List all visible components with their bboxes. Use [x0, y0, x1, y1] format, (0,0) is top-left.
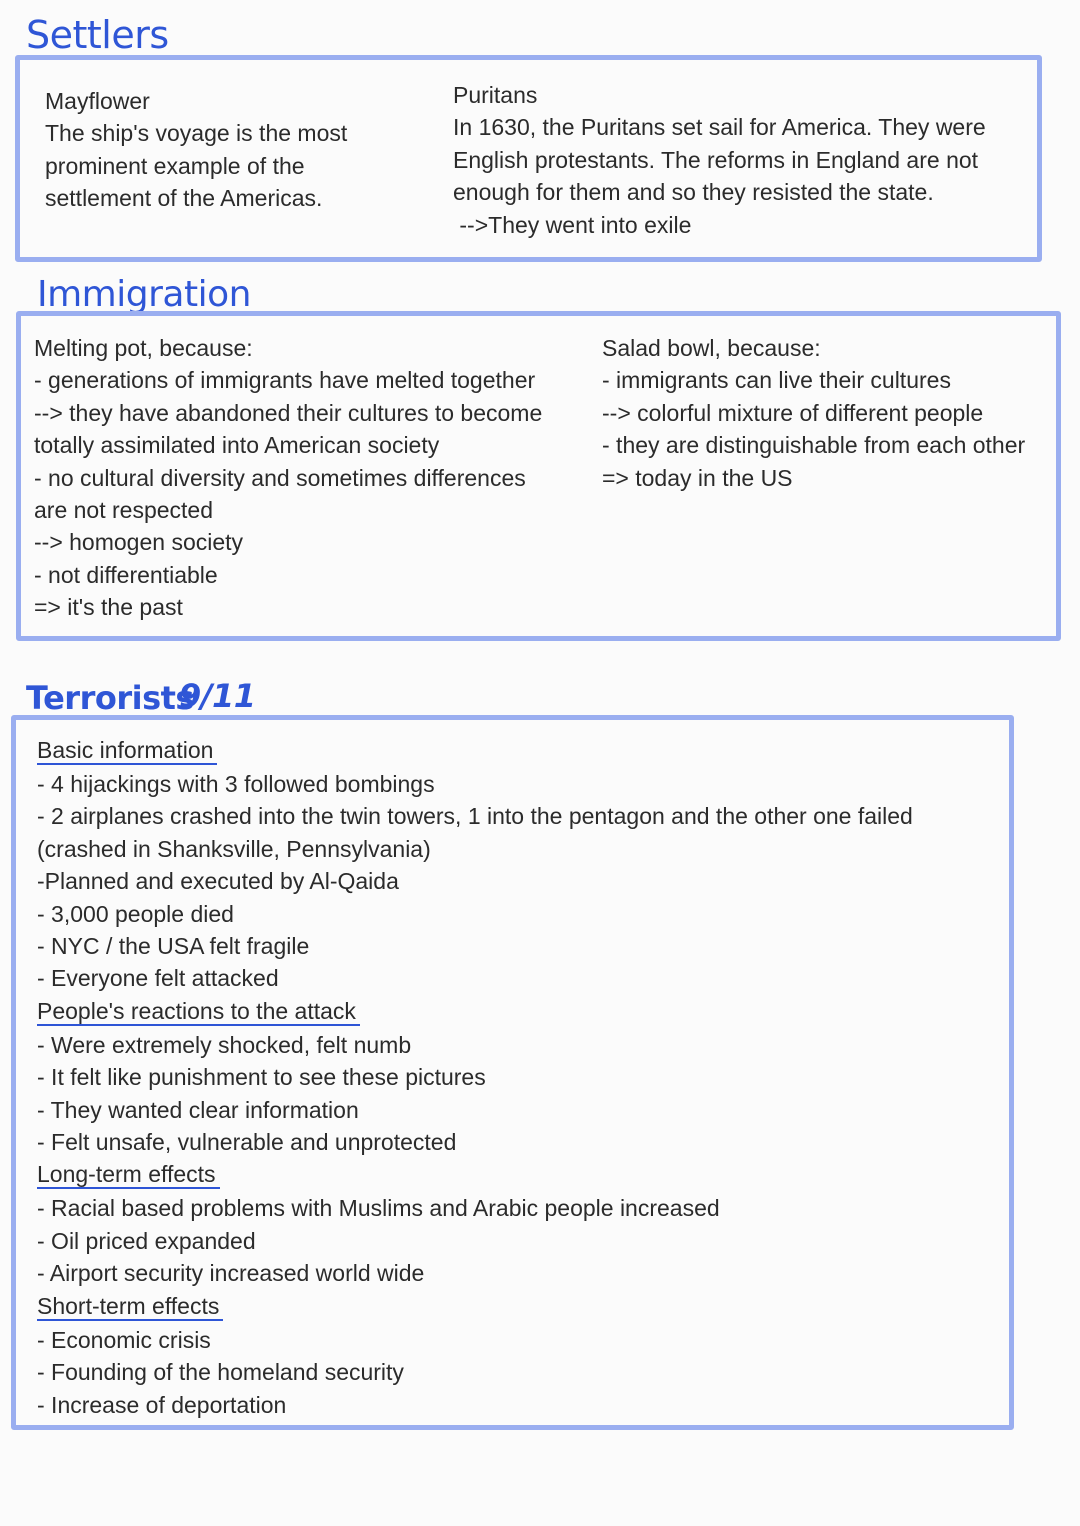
- text-line: Mayflower: [45, 88, 150, 114]
- text-line: - immigrants can live their cultures: [602, 367, 951, 394]
- list-item: - 4 hijackings with 3 followed bombings: [37, 771, 435, 797]
- text-line: totally assimilated into American society: [34, 432, 440, 459]
- text-line: are not respected: [34, 497, 214, 524]
- text-line: The ship's voyage is the most: [45, 120, 348, 147]
- immigration-heading: Immigration: [37, 274, 251, 315]
- list-item: - It felt like punishment to see these pictures: [37, 1064, 486, 1091]
- list-item: - Airport security increased world wide: [37, 1260, 425, 1287]
- list-item: (crashed in Shanksville, Pennsylvania): [37, 835, 431, 862]
- list-item: - Oil priced expanded: [37, 1227, 256, 1254]
- text-line: => today in the US: [602, 464, 793, 491]
- text-line: Puritans: [453, 82, 538, 108]
- terrorists-box: [11, 715, 1014, 1430]
- list-item: - They wanted clear information: [37, 1096, 359, 1123]
- section-title: Long-term effects: [37, 1158, 913, 1192]
- text-line: --> homogen society: [34, 529, 244, 556]
- section-title: People's reactions to the attack: [37, 995, 913, 1029]
- text-line: -->They went into exile: [453, 211, 692, 238]
- list-item: - Racial based problems with Muslims and Arabic people increased: [37, 1195, 720, 1222]
- text-line: Salad bowl, because:: [602, 335, 821, 361]
- salad-bowl-column: [602, 332, 1025, 494]
- text-line: prominent example of the: [45, 152, 305, 179]
- list-item: - Everyone felt attacked: [37, 965, 279, 992]
- terrorists-heading: Terrorists: [26, 679, 194, 717]
- text-line: enough for them and so they resisted the state.: [453, 179, 934, 206]
- list-item: - Economic crisis: [37, 1326, 211, 1353]
- list-item: - 2 airplanes crashed into the twin towers, 1 into the pentagon and the other one failed: [37, 803, 913, 830]
- text-line: settlement of the Americas.: [45, 185, 323, 212]
- terrorists-content: [37, 734, 913, 1421]
- text-line: - no cultural diversity and sometimes differences: [34, 464, 526, 491]
- list-item: - Founding of the homeland security: [37, 1359, 404, 1386]
- melting-pot-column: [34, 332, 542, 624]
- section-title: Basic information: [37, 734, 913, 768]
- settlers-puritans-column: [453, 79, 986, 241]
- text-line: Melting pot, because:: [34, 335, 253, 361]
- section-title: Short-term effects: [37, 1290, 913, 1324]
- text-line: English protestants. The reforms in England are not: [453, 146, 979, 173]
- settlers-heading: Settlers: [26, 13, 169, 57]
- settlers-mayflower-column: [45, 85, 347, 215]
- text-line: --> colorful mixture of different people: [602, 399, 984, 426]
- text-line: - generations of immigrants have melted together: [34, 367, 536, 394]
- list-item: - Were extremely shocked, felt numb: [37, 1031, 412, 1058]
- terrorists-date: 9/11: [179, 677, 256, 715]
- settlers-box: [15, 55, 1042, 262]
- text-line: - not differentiable: [34, 561, 218, 588]
- text-line: => it's the past: [34, 594, 183, 621]
- list-item: - Increase of deportation: [37, 1391, 287, 1418]
- text-line: - they are distinguishable from each other: [602, 432, 1026, 459]
- list-item: -Planned and executed by Al-Qaida: [37, 868, 399, 895]
- list-item: - 3,000 people died: [37, 900, 234, 927]
- text-line: --> they have abandoned their cultures to become: [34, 399, 543, 426]
- list-item: - Felt unsafe, vulnerable and unprotected: [37, 1129, 457, 1156]
- list-item: - NYC / the USA felt fragile: [37, 933, 310, 960]
- immigration-box: [16, 311, 1061, 641]
- text-line: In 1630, the Puritans set sail for America. They were: [453, 114, 986, 141]
